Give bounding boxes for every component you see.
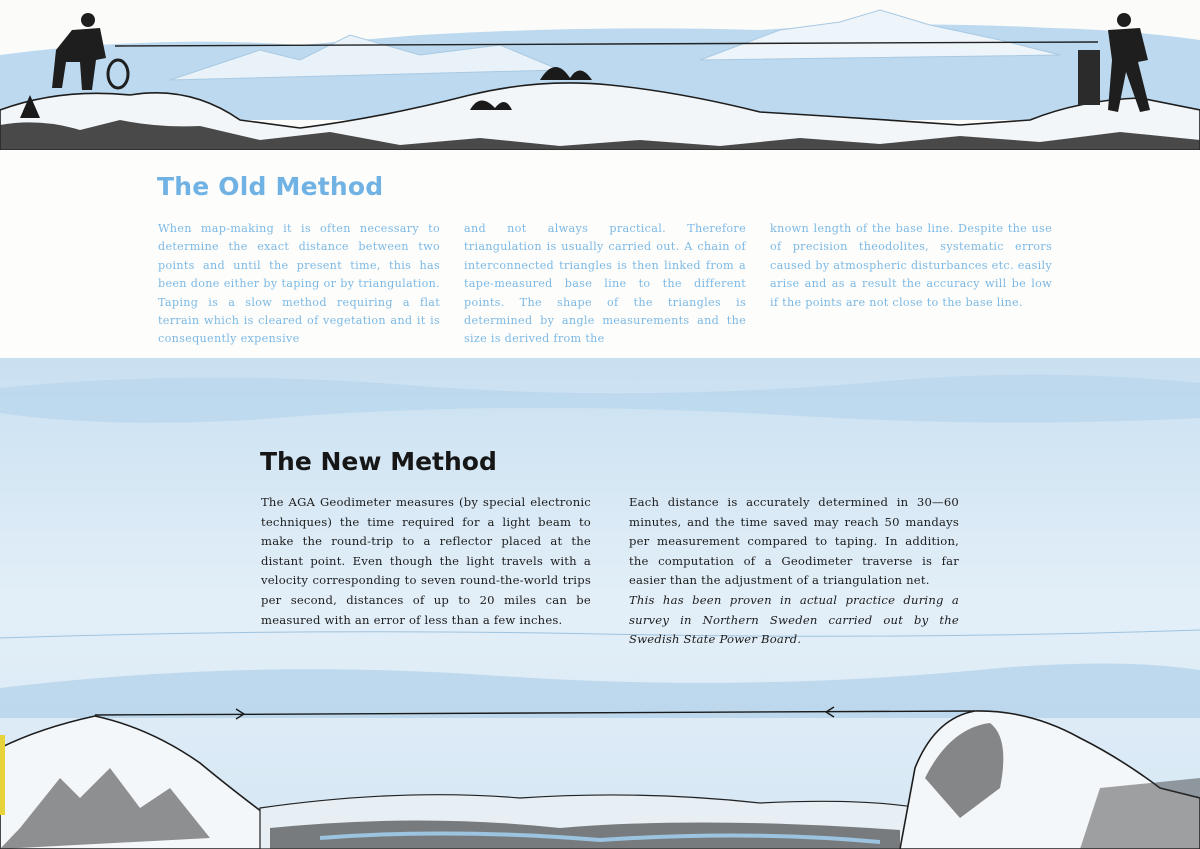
top-landscape-illustration: [0, 0, 1200, 152]
old-method-column-3: known length of the base line. Despite the use of precision theodolites, systematic errors caused by atmospheric disturbances etc. easily arise and as a result the accuracy will be low if the points are not close to the base line.: [770, 222, 1052, 309]
new-method-column-2: [629, 493, 959, 650]
old-method-heading: The Old Method: [157, 172, 384, 201]
new-method-heading: The New Method: [260, 447, 497, 476]
new-method-italic-note: This has been proven in actual practice during a survey in Northern Sweden carried out by the Swedish State Power Board.: [629, 592, 959, 647]
bottom-landscape-illustration: [0, 358, 1200, 849]
old-method-column-2: and not always practical. Therefore triangulation is usually carried out. A chain of interconnected triangles is then linked from a tape-measured base line to the different points. The shape of the triangles is determined by angle measurements and the size is derived from the: [464, 222, 746, 346]
page-edge-strip: [0, 735, 5, 815]
new-method-column-1: [261, 493, 591, 630]
old-method-column-1: When map-making it is often necessary to determine the exact distance between two points and until the present time, this has been done either by taping or by triangulation. Taping is a slow method requiring a flat terrain which is cleared of vegetation and it is consequently expensive: [158, 222, 440, 346]
new-method-paragraph-1: The AGA Geodimeter measures (by special electronic techniques) the time required for a light beam to make the round-trip to a reflector placed at the distant point. Even though the light travels with a velocity corresponding to seven round-the-world trips per second, distances of up to 20 miles can be measured with an error of less than a few inches.: [261, 495, 591, 627]
new-method-paragraph-2: Each distance is accurately determined in 30—60 minutes, and the time saved may reach 50 mandays per measurement compared to taping. In addition, the computation of a Geodimeter traverse is far easier than the adjustment of a triangulation net.: [629, 495, 959, 588]
